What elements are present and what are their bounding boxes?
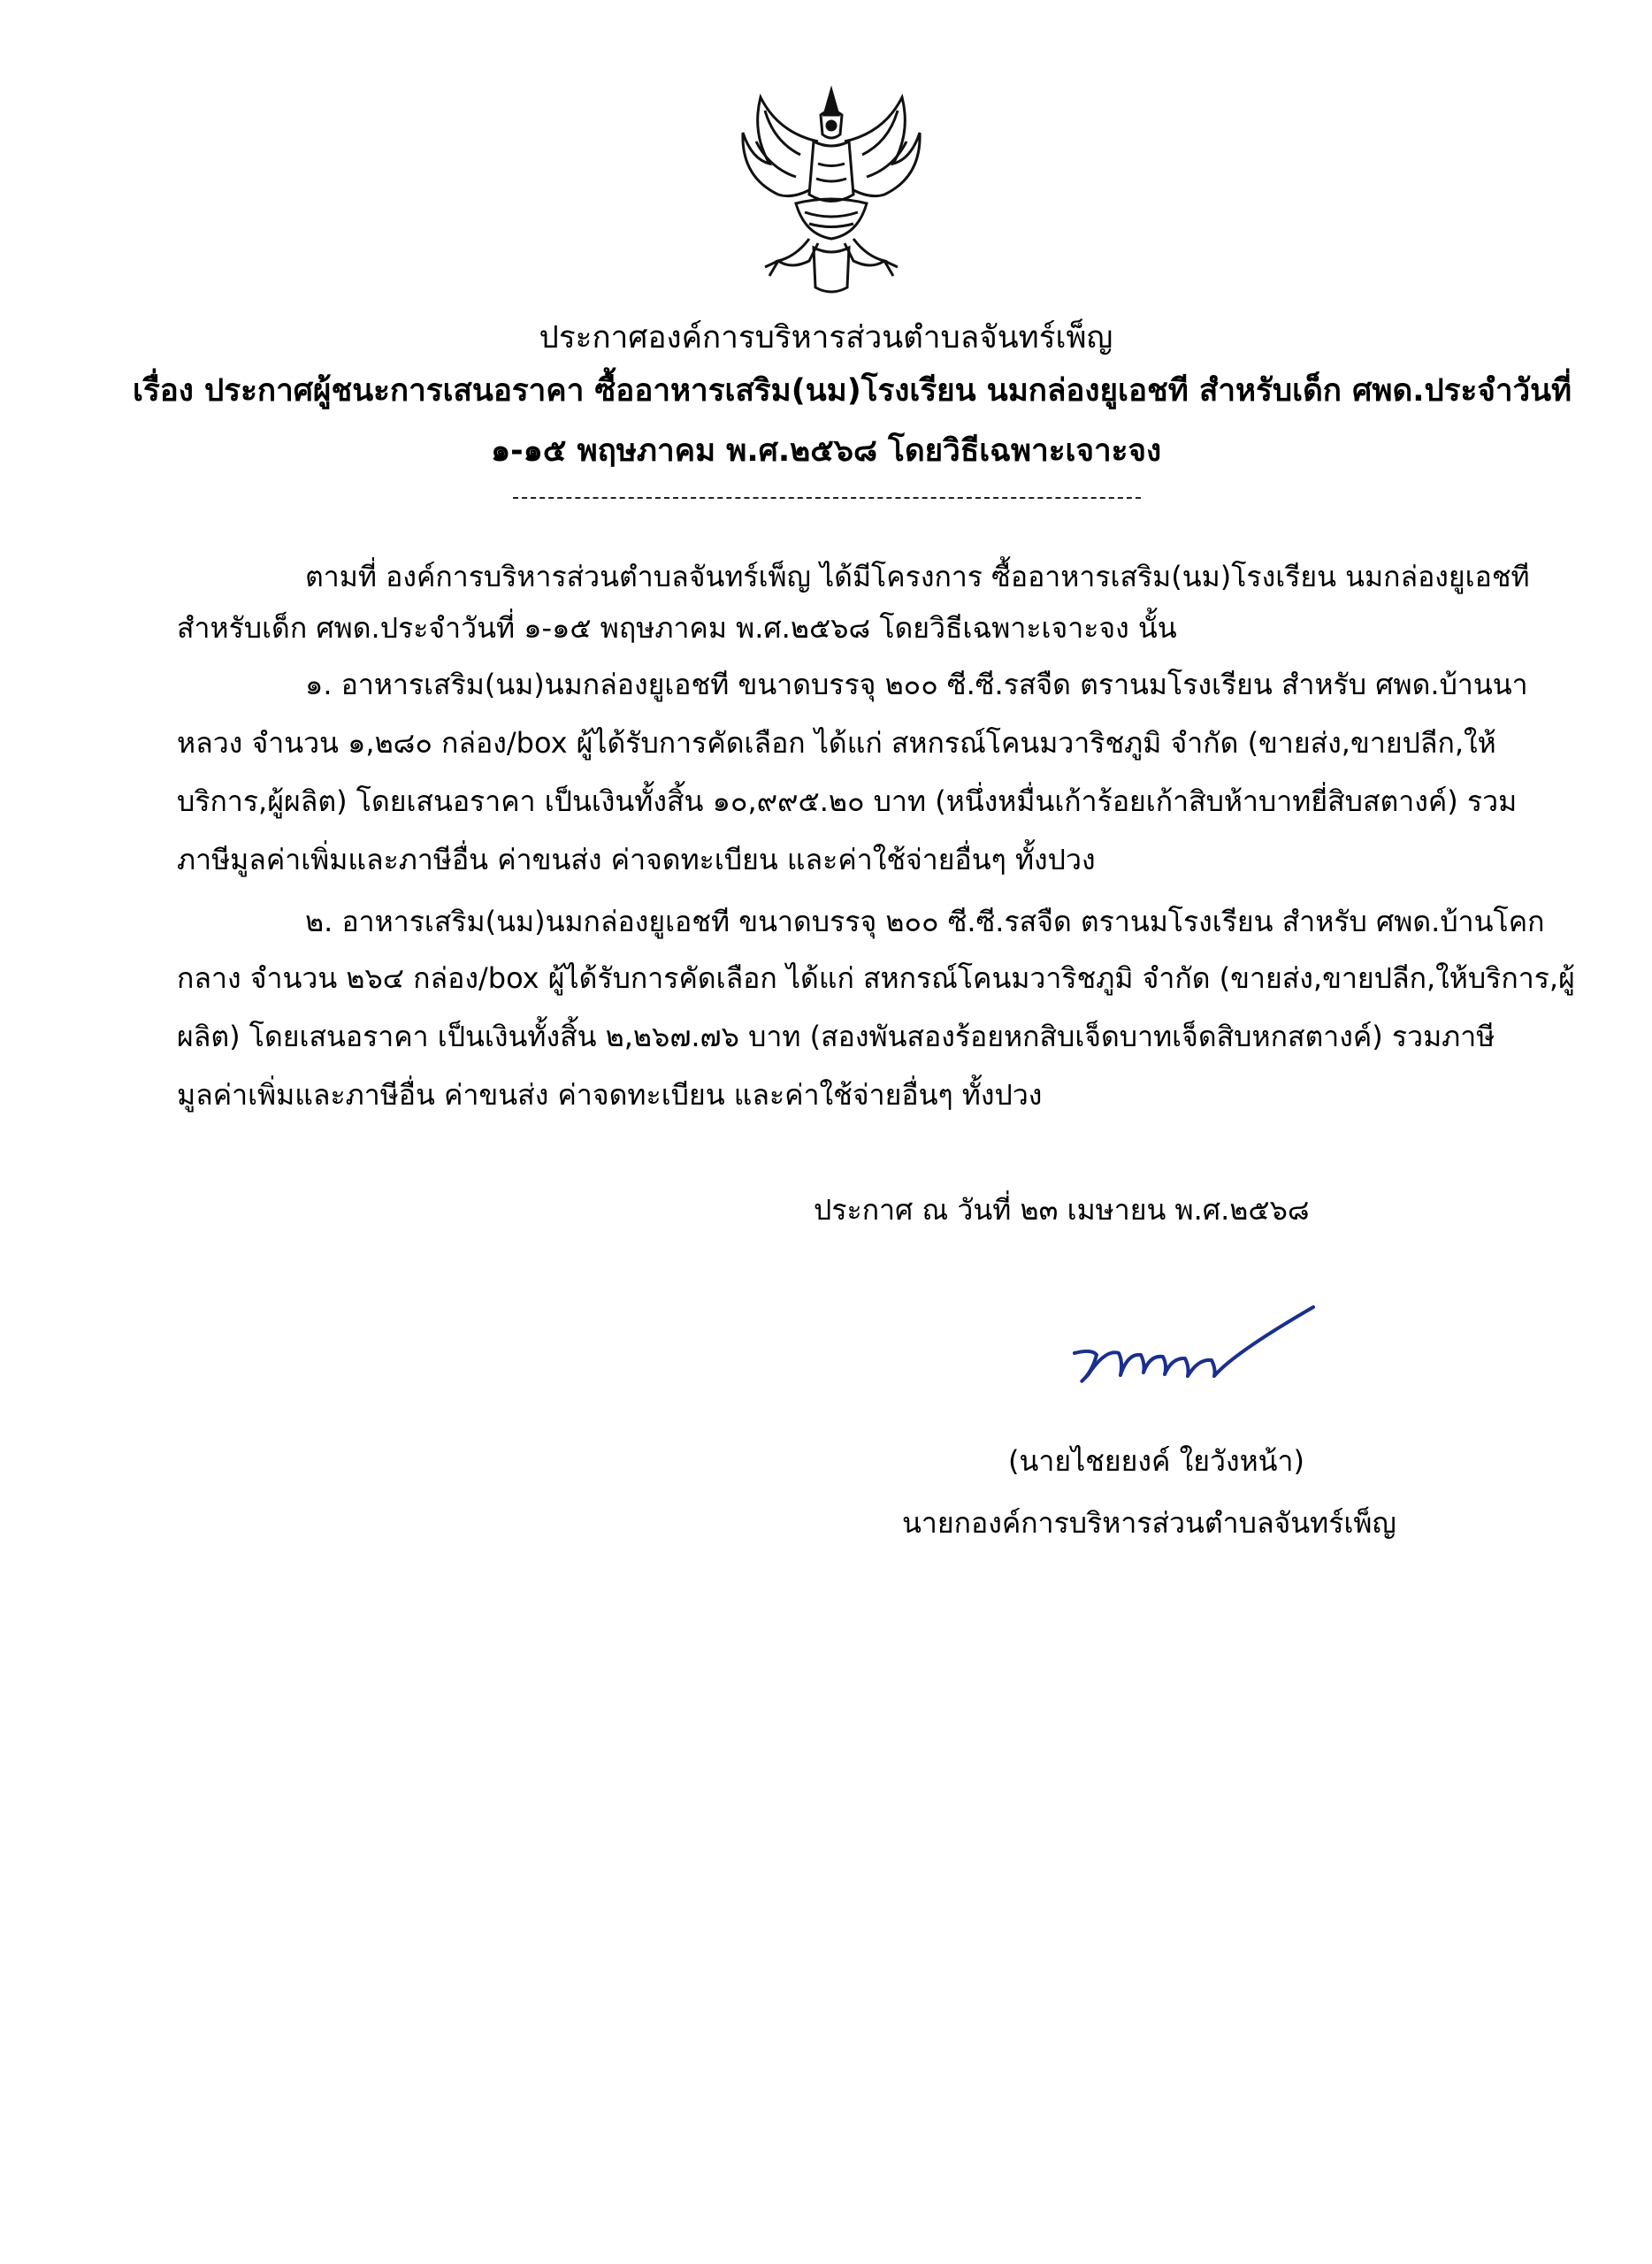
signer-name: (นายไชยยงค์ ใยวังหน้า) [1008, 1444, 1304, 1478]
item1-line: บริการ,ผู้ผลิต) โดยเสนอราคา เป็นเงินทั้งสิ้น ๑๐,๙๙๕.๒๐ บาท (หนึ่งหมื่นเก้าร้อยเก้าสิบห้าบาทยี่สิบสตางค์) รวม [177, 784, 1518, 818]
item2-line: ผลิต) โดยเสนอราคา เป็นเงินทั้งสิ้น ๒,๒๖๗.๗๖ บาท (สองพันสองร้อยหกสิบเจ็ดบาทเจ็ดสิบหกสตางค์) รวมภาษี [177, 1020, 1495, 1053]
item2-line: มูลค่าเพิ่มและภาษีอื่น ค่าขนส่ง ค่าจดทะเบียน และค่าใช้จ่ายอื่นๆ ทั้งปวง [177, 1078, 1043, 1112]
announcement-subject: เรื่อง ประกาศผู้ชนะการเสนอราคา ซื้ออาหารเสริม(นม)โรงเรียน นมกล่องยูเอชที สำหรับเด็ก ศพด.ประจำวันที่ [133, 373, 1572, 409]
item1-line: ภาษีมูลค่าเพิ่มและภาษีอื่น ค่าขนส่ง ค่าจดทะเบียน และค่าใช้จ่ายอื่นๆ ทั้งปวง [177, 843, 1096, 876]
announcement-title: ประกาศองค์การบริหารส่วนตำบลจันทร์เพ็ญ [539, 320, 1113, 356]
garuda-emblem-icon [725, 80, 937, 301]
item1-line: ๑. อาหารเสริม(นม)นมกล่องยูเอชที ขนาดบรรจุ ๒๐๐ ซี.ซี.รสจืด ตรานมโรงเรียน สำหรับ ศพด.บ้านนา [305, 668, 1528, 701]
separator-line [513, 497, 1141, 499]
item2-line: กลาง จำนวน ๒๖๔ กล่อง/box ผู้ได้รับการคัดเลือก ได้แก่ สหกรณ์โคนมวาริชภูมิ จำกัด (ขายส่ง,ขายปลีก,ให้บริการ,ผู้ [177, 961, 1575, 995]
announcement-date: ประกาศ ณ วันที่ ๒๓ เมษายน พ.ศ.๒๕๖๘ [814, 1193, 1310, 1227]
signer-position: นายกองค์การบริหารส่วนตำบลจันทร์เพ็ญ [902, 1506, 1396, 1540]
item1-line: หลวง จำนวน ๑,๒๘๐ กล่อง/box ผู้ได้รับการคัดเลือก ได้แก่ สหกรณ์โคนมวาริชภูมิ จำกัด (ขายส่ง,ขายปลีก,ให้ [177, 726, 1496, 760]
announcement-subject-continued: ๑-๑๕ พฤษภาคม พ.ศ.๒๕๖๘ โดยวิธีเฉพาะเจาะจง [490, 433, 1162, 469]
intro-line: สำหรับเด็ก ศพด.ประจำวันที่ ๑-๑๕ พฤษภาคม พ.ศ.๒๕๖๘ โดยวิธีเฉพาะเจาะจง นั้น [177, 611, 1177, 645]
intro-line: ตามที่ องค์การบริหารส่วนตำบลจันทร์เพ็ญ ได้มีโครงการ ซื้ออาหารเสริม(นม)โรงเรียน นมกล่องยูเอชที [305, 560, 1530, 593]
signature-mark [1057, 1300, 1322, 1397]
item2-line: ๒. อาหารเสริม(นม)นมกล่องยูเอชที ขนาดบรรจุ ๒๐๐ ซี.ซี.รสจืด ตรานมโรงเรียน สำหรับ ศพด.บ้านโคก [305, 905, 1545, 938]
